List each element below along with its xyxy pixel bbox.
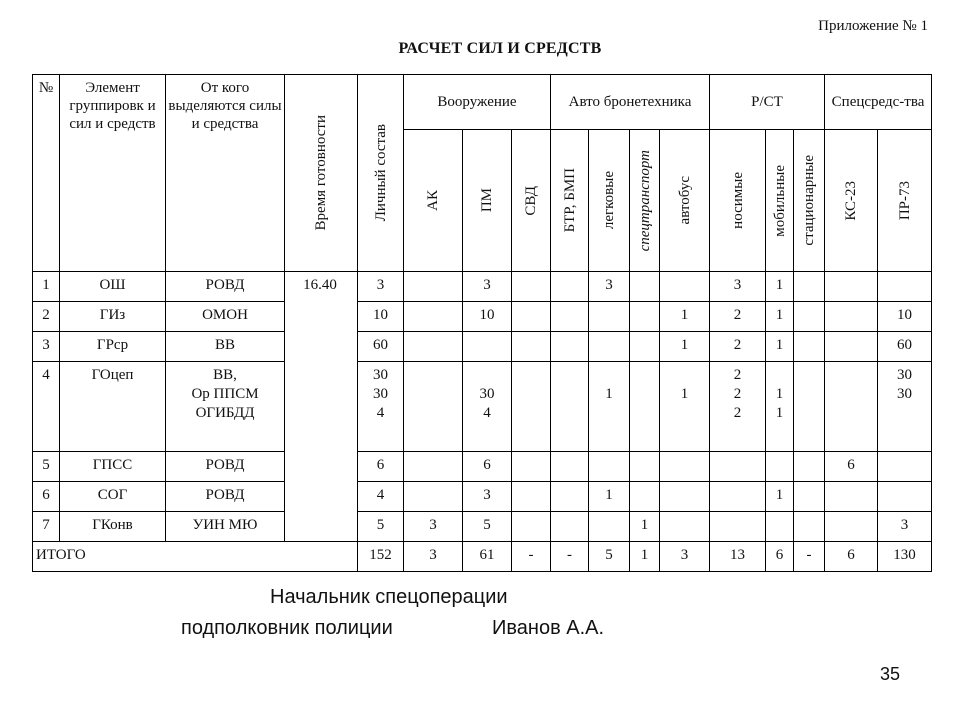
cell-stationary [794, 482, 825, 512]
cell-pm: 10 [463, 302, 512, 332]
header-source: От кого выделяются силы и средства [166, 75, 285, 272]
cell-btr [551, 482, 589, 512]
header-btr: БТР, БМП [551, 130, 589, 272]
cell-svd [512, 362, 551, 452]
cell-svd [512, 332, 551, 362]
row-source: ОМОН [166, 302, 285, 332]
total-stationary: - [794, 542, 825, 572]
cell-pr73: 60 [878, 332, 932, 362]
total-svd: - [512, 542, 551, 572]
total-pr73: 130 [878, 542, 932, 572]
cell-ak [404, 332, 463, 362]
table-row [33, 452, 932, 482]
row-element: ГИз [60, 302, 166, 332]
header-weapons: Вооружение [404, 75, 551, 130]
cell-svd [512, 482, 551, 512]
header-portable: носимые [710, 130, 766, 272]
cell-mobile: 1 [766, 272, 794, 302]
header-special: Спецсредс-тва [825, 75, 932, 130]
header-spec-transport: спецтранспорт [630, 130, 660, 272]
cell-pm: 3 [463, 272, 512, 302]
header-num: № [33, 75, 60, 272]
cell-pm [463, 332, 512, 362]
cell-portable: 2 [710, 332, 766, 362]
cell-ak [404, 302, 463, 332]
cell-svd [512, 512, 551, 542]
cell-pm: 5 [463, 512, 512, 542]
cell-svd [512, 272, 551, 302]
cell-pm: 3 [463, 482, 512, 512]
row-source: РОВД [166, 272, 285, 302]
total-personnel: 152 [358, 542, 404, 572]
total-row [33, 542, 932, 572]
header-stationary: стационарные [794, 130, 825, 272]
total-cars: 5 [589, 542, 630, 572]
cell-btr [551, 302, 589, 332]
total-bus: 3 [660, 542, 710, 572]
signature-name: Иванов А.А. [492, 617, 605, 639]
row-element: ОШ [60, 272, 166, 302]
row-element: ГПСС [60, 452, 166, 482]
cell-cars [589, 452, 630, 482]
row-source: РОВД [166, 452, 285, 482]
total-spec-transport: 1 [630, 542, 660, 572]
cell-stationary [794, 512, 825, 542]
cell-portable [710, 452, 766, 482]
cell-ks23 [825, 272, 878, 302]
table-row [33, 362, 932, 452]
cell-personnel: 3 [358, 272, 404, 302]
cell-cars: 1 [589, 362, 630, 452]
cell-personnel: 6 [358, 452, 404, 482]
cell-cars [589, 332, 630, 362]
cell-ak [404, 452, 463, 482]
cell-mobile: 1 [766, 482, 794, 512]
cell-ks23 [825, 362, 878, 452]
cell-cars: 1 [589, 482, 630, 512]
cell-ks23: 6 [825, 452, 878, 482]
cell-stationary [794, 272, 825, 302]
header-svd: СВД [512, 130, 551, 272]
cell-ak: 3 [404, 512, 463, 542]
row-source: РОВД [166, 482, 285, 512]
cell-bus [660, 272, 710, 302]
appendix-label: Приложение № 1 [818, 18, 928, 34]
cell-personnel: 30 30 4 [358, 362, 404, 452]
row-element: ГРср [60, 332, 166, 362]
page-number: 35 [880, 664, 901, 684]
total-mobile: 6 [766, 542, 794, 572]
cell-btr [551, 512, 589, 542]
cell-spec-transport [630, 362, 660, 452]
cell-pr73 [878, 452, 932, 482]
row-number: 2 [33, 302, 60, 332]
total-ak: 3 [404, 542, 463, 572]
total-pm: 61 [463, 542, 512, 572]
cell-spec-transport [630, 302, 660, 332]
cell-bus: 1 [660, 332, 710, 362]
cell-pm: 30 4 [463, 362, 512, 452]
header-bus: автобус [660, 130, 710, 272]
header-cars: легковые [589, 130, 630, 272]
cell-portable: 2 2 2 [710, 362, 766, 452]
cell-bus [660, 512, 710, 542]
cell-pr73: 10 [878, 302, 932, 332]
cell-bus [660, 452, 710, 482]
row-source: ВВ, Ор ППСМ ОГИБДД [166, 362, 285, 452]
cell-spec-transport [630, 452, 660, 482]
row-element: СОГ [60, 482, 166, 512]
cell-ks23 [825, 482, 878, 512]
cell-cars [589, 302, 630, 332]
cell-svd [512, 452, 551, 482]
header-radio: Р/СТ [710, 75, 825, 130]
cell-ks23 [825, 332, 878, 362]
cell-portable: 2 [710, 302, 766, 332]
cell-portable [710, 512, 766, 542]
cell-mobile: 1 1 [766, 362, 794, 452]
header-mobile: мобильные [766, 130, 794, 272]
header-pr73: ПР-73 [878, 130, 932, 272]
cell-personnel: 4 [358, 482, 404, 512]
cell-btr [551, 452, 589, 482]
cell-pr73 [878, 482, 932, 512]
header-ks23: КС-23 [825, 130, 878, 272]
row-element: ГОцеп [60, 362, 166, 452]
cell-pm: 6 [463, 452, 512, 482]
cell-cars: 3 [589, 272, 630, 302]
signature-rank: подполковник полиции [181, 617, 393, 639]
table-row [33, 332, 932, 362]
cell-portable: 3 [710, 272, 766, 302]
cell-personnel: 5 [358, 512, 404, 542]
cell-mobile: 1 [766, 332, 794, 362]
header-ak: АК [404, 130, 463, 272]
cell-stationary [794, 302, 825, 332]
total-btr: - [551, 542, 589, 572]
cell-spec-transport: 1 [630, 512, 660, 542]
cell-spec-transport [630, 332, 660, 362]
forces-and-means-table [32, 74, 932, 572]
row-number: 1 [33, 272, 60, 302]
cell-stationary [794, 452, 825, 482]
cell-personnel: 60 [358, 332, 404, 362]
row-source: ВВ [166, 332, 285, 362]
total-ks23: 6 [825, 542, 878, 572]
cell-cars [589, 512, 630, 542]
cell-mobile: 1 [766, 302, 794, 332]
row-number: 4 [33, 362, 60, 452]
table-row [33, 512, 932, 542]
table-row [33, 272, 932, 302]
cell-ak [404, 272, 463, 302]
cell-btr [551, 272, 589, 302]
table-row [33, 482, 932, 512]
cell-ks23 [825, 302, 878, 332]
forces-table-wrapper [32, 74, 932, 572]
signature-title: Начальник спецоперации [270, 586, 508, 608]
cell-ak [404, 482, 463, 512]
cell-bus: 1 [660, 302, 710, 332]
document-title: РАСЧЕТ СИЛ И СРЕДСТВ [398, 40, 602, 57]
cell-spec-transport [630, 272, 660, 302]
header-armor: Авто бронетехника [551, 75, 710, 130]
header-pm: ПМ [463, 130, 512, 272]
cell-btr [551, 332, 589, 362]
total-label: ИТОГО [33, 542, 358, 572]
header-element: Элемент группировк и сил и средств [60, 75, 166, 272]
cell-pr73 [878, 272, 932, 302]
cell-mobile [766, 452, 794, 482]
cell-ks23 [825, 512, 878, 542]
cell-stationary [794, 332, 825, 362]
row-number: 6 [33, 482, 60, 512]
cell-spec-transport [630, 482, 660, 512]
cell-portable [710, 482, 766, 512]
cell-personnel: 10 [358, 302, 404, 332]
table-body [33, 272, 932, 542]
cell-ak [404, 362, 463, 452]
cell-pr73: 3 [878, 512, 932, 542]
cell-btr [551, 362, 589, 452]
table-row [33, 302, 932, 332]
header-time: Время готовности [285, 75, 358, 272]
row-number: 5 [33, 452, 60, 482]
row-number: 3 [33, 332, 60, 362]
cell-svd [512, 302, 551, 332]
total-portable: 13 [710, 542, 766, 572]
readiness-time-cell: 16.40 [285, 272, 358, 542]
cell-bus [660, 482, 710, 512]
cell-mobile [766, 512, 794, 542]
header-personnel: Личный состав [358, 75, 404, 272]
row-element: ГКонв [60, 512, 166, 542]
row-number: 7 [33, 512, 60, 542]
cell-stationary [794, 362, 825, 452]
row-source: УИН МЮ [166, 512, 285, 542]
cell-pr73: 30 30 [878, 362, 932, 452]
cell-bus: 1 [660, 362, 710, 452]
